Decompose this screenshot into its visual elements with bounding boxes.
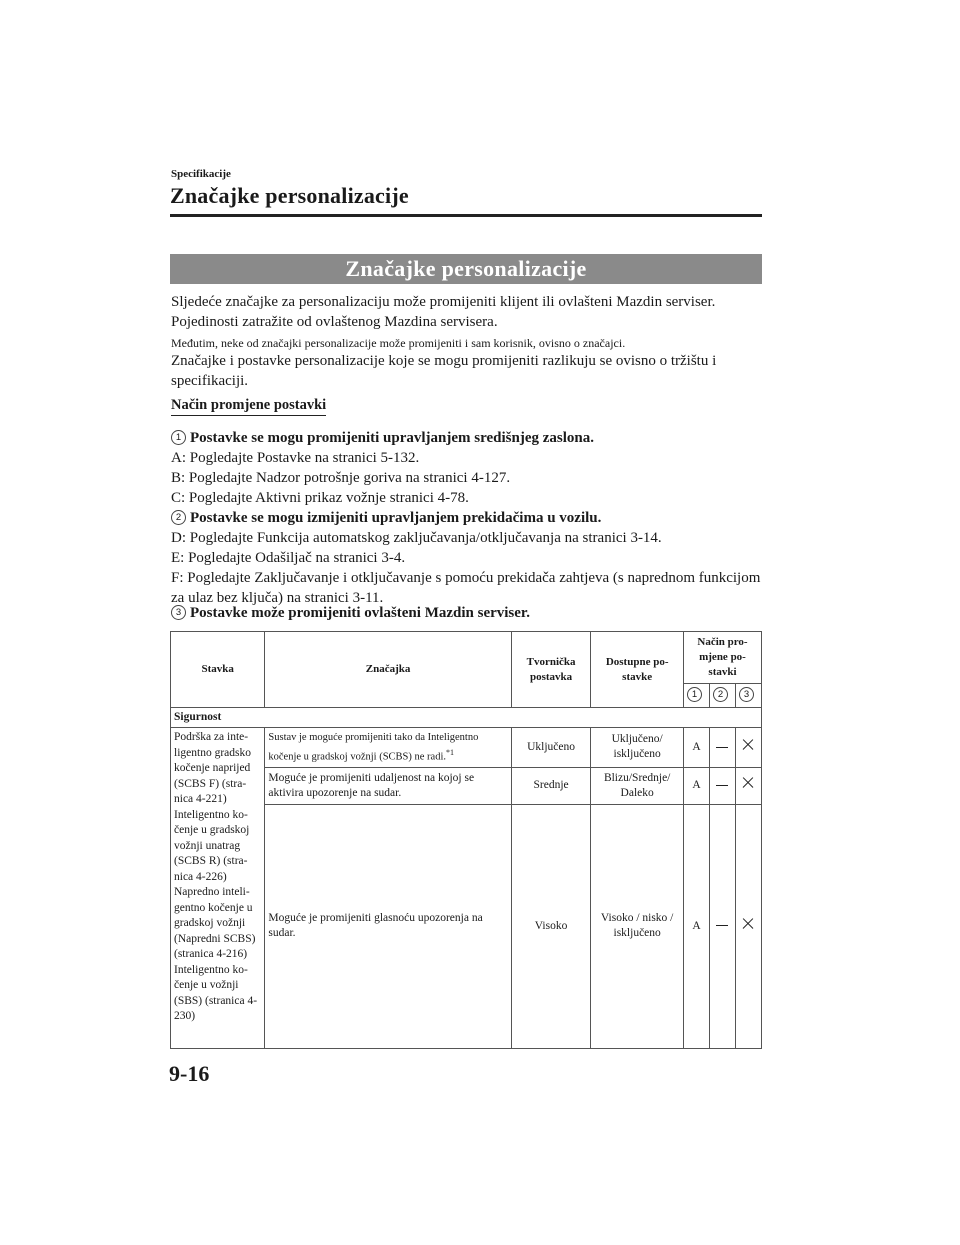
method-3-cell xyxy=(735,804,761,1048)
header-available-settings: Dostupne po-stavke xyxy=(591,632,684,708)
method-3-cell xyxy=(735,767,761,804)
dash-icon xyxy=(716,747,728,748)
header-method-2-icon: 2 xyxy=(713,687,728,702)
cross-mark-icon xyxy=(742,918,754,930)
method-2-line-e: E: Pogledajte Odašiljač na stranici 3-4. xyxy=(171,550,406,566)
intro-paragraph-2: Pojedinosti zatražite od ovlaštenog Mazdina servisera. xyxy=(171,314,498,330)
circled-number-1-icon: 1 xyxy=(171,430,186,445)
intro-paragraph-1: Sljedeće značajke za personalizaciju može promijeniti klijent ili ovlašteni Mazdin serviser. xyxy=(171,294,716,310)
section-label: Specifikacije xyxy=(171,168,231,180)
header-change-method: Način pro-mjene po-stavki xyxy=(683,632,761,684)
chapter-title: Značajke personalizacije xyxy=(170,183,409,208)
feature-cell: Sustav je moguće promijeniti tako da Inteligentno kočenje u gradskoj vožnji (SCBS) ne radi.$^{*1}$ xyxy=(265,728,511,768)
method-1-cell: A xyxy=(683,767,709,804)
method-2-line-d: D: Pogledajte Funkcija automatskog zaključavanja/otključavanja na stranici 3-14. xyxy=(171,530,662,546)
method-1-line-a: A: Pogledajte Postavke na stranici 5-132. xyxy=(171,450,420,466)
cross-mark-icon xyxy=(742,777,754,789)
header-method-1-icon: 1 xyxy=(687,687,702,702)
feature-cell: Moguće je promijeniti glasnoću upozorenja na sudar. xyxy=(265,804,511,1048)
method-2-cell xyxy=(709,728,735,768)
item-name-cell: Podrška za inte-ligentno gradsko kočenje naprijed (SCBS F) (stra-nica 4-221) Inteligentno ko-čenje u gradskoj vožnji unatrag (SCBS R) (stra-nica 4-226) Napredno inteli-gentno kočenje u gradskoj vožnji (Napredni SCBS) (stranica 4-216) Inteligentno ko-čenje u vožnji (SBS) (stranica 4-230) xyxy=(171,728,265,1049)
chapter-divider xyxy=(170,214,762,217)
method-2-cell xyxy=(709,767,735,804)
method-1-cell: A xyxy=(683,804,709,1048)
header-feature: Značajka xyxy=(265,632,511,708)
method-1-title: 1 Postavke se mogu promijeniti upravljanjem središnjeg zaslona. xyxy=(171,428,763,448)
available-settings-cell: Blizu/Srednje/ Daleko xyxy=(591,767,684,804)
method-3-cell xyxy=(735,728,761,768)
dash-icon xyxy=(716,785,728,786)
header-item: Stavka xyxy=(171,632,265,708)
method-heading: Način promjene postavki xyxy=(171,397,326,416)
circled-number-3-icon: 3 xyxy=(171,605,186,620)
section-banner: Značajke personalizacije xyxy=(170,254,762,284)
available-settings-cell: Visoko / nisko / isključeno xyxy=(591,804,684,1048)
cross-mark-icon xyxy=(742,739,754,751)
customization-table xyxy=(170,631,762,1049)
method-2-line-f: F: Pogledajte Zaključavanje i otključavanje s pomoću prekidača zahtjeva (s naprednom funkcijom za ulaz bez ključa) na stranici 3-11. xyxy=(171,570,761,606)
feature-cell: Moguće je promijeniti udaljenost na kojoj se aktivira upozorenje na sudar. xyxy=(265,767,511,804)
circled-number-2-icon: 2 xyxy=(171,510,186,525)
method-1-cell: A xyxy=(683,728,709,768)
header-factory-setting: Tvornička postavka xyxy=(511,632,591,708)
dash-icon xyxy=(716,925,728,926)
factory-setting-cell: Srednje xyxy=(511,767,591,804)
method-1-line-b: B: Pogledajte Nadzor potrošnje goriva na stranici 4-127. xyxy=(171,470,511,486)
method-3-title: 3 Postavke može promijeniti ovlašteni Mazdin serviser. xyxy=(171,603,763,623)
method-2-title: 2 Postavke se mogu izmijeniti upravljanjem prekidačima u vozilu. xyxy=(171,508,763,528)
method-1-line-c: C: Pogledajte Aktivni prikaz vožnje stranici 4-78. xyxy=(171,490,469,506)
available-settings-cell: Uključeno/ isključeno xyxy=(591,728,684,768)
intro-paragraph-3: Međutim, neke od značajki personalizacije može promijeniti i sam korisnik, ovisno o značajci. xyxy=(171,336,626,350)
method-2-cell xyxy=(709,804,735,1048)
header-method-3-icon: 3 xyxy=(739,687,754,702)
page-number: 9-16 xyxy=(169,1061,210,1086)
category-row: Sigurnost xyxy=(171,708,762,728)
table-row xyxy=(171,728,762,768)
factory-setting-cell: Uključeno xyxy=(511,728,591,768)
factory-setting-cell: Visoko xyxy=(511,804,591,1048)
intro-paragraph-4: Značajke i postavke personalizacije koje se mogu promijeniti razlikuju se ovisno o tržištu i specifikaciji. xyxy=(171,353,717,389)
